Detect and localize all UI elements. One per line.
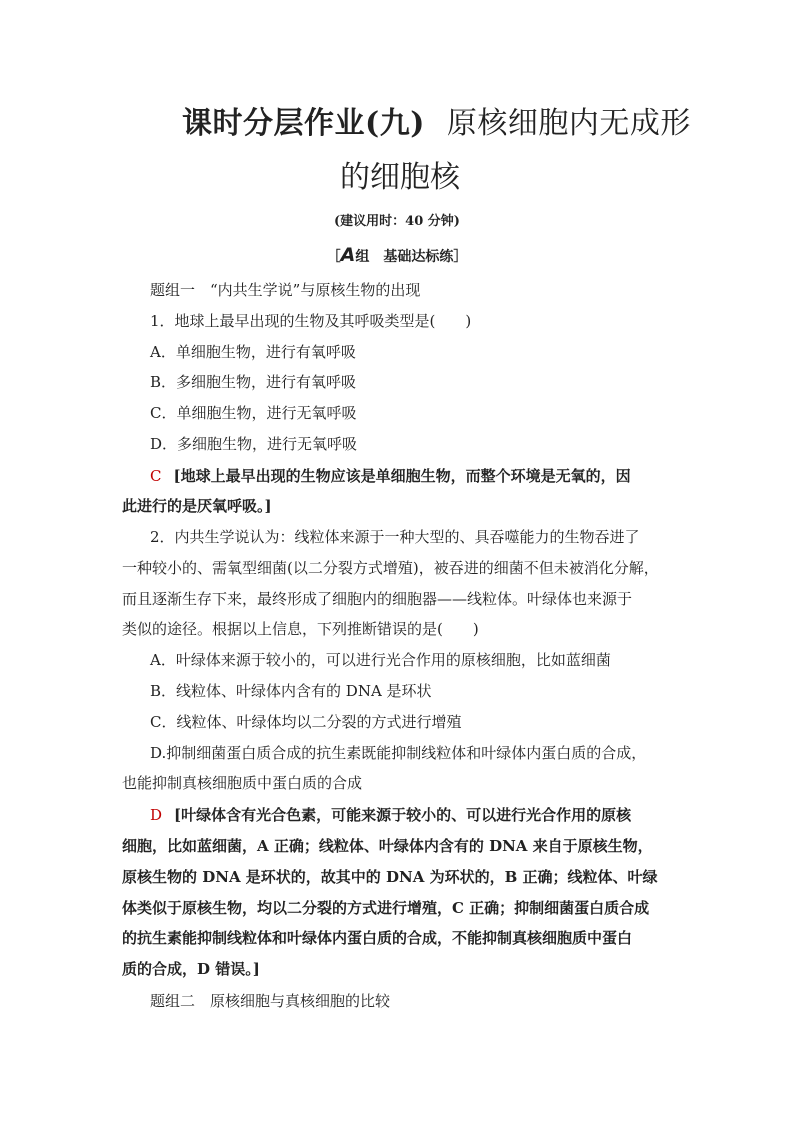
q2-stem-line: 类似的途径。根据以上信息，下列推断错误的是( ) <box>122 620 479 638</box>
q1-explanation-line: 此进行的是厌氧呼吸。] <box>122 497 272 515</box>
group-letter: A <box>340 244 356 266</box>
page-title-line2: 的细胞核 <box>340 160 460 195</box>
q1-option-a: A．单细胞生物，进行有氧呼吸 <box>150 343 356 361</box>
title-part1: 课时分层作业(九) <box>182 106 425 141</box>
q2-explanation-line: 原核生物的 DNA 是环状的，故其中的 DNA 为环状的，B 正确；线粒体、叶绿 <box>122 868 658 886</box>
q1-option-d: D．多细胞生物，进行无氧呼吸 <box>150 435 358 453</box>
group-title: 组 基础达标练 <box>355 249 454 265</box>
q2-stem-line: 而且逐渐生存下来，最终形成了细胞内的细胞器——线粒体。叶绿体也来源于 <box>122 590 633 608</box>
q1-stem: 1．地球上最早出现的生物及其呼吸类型是( ) <box>150 312 472 330</box>
q2-explanation-line: [叶绿体含有光合色素，可能来源于较小的、可以进行光合作用的原核 <box>174 806 632 824</box>
group-header: ［A组 基础达标练］ <box>326 244 468 266</box>
q2-answer-letter: D <box>150 806 163 824</box>
q2-answer <box>150 805 631 825</box>
q2-stem-line: 一种较小的、需氧型细菌(以二分裂方式增殖)，被吞进的细菌不但未被消化分解， <box>122 559 659 577</box>
q2-option-b: B．线粒体、叶绿体内含有的 DNA 是环状 <box>150 682 432 700</box>
q2-stem-line: 2．内共生学说认为：线粒体来源于一种大型的、具吞噬能力的生物吞进了 <box>150 528 640 546</box>
q1-option-c: C．单细胞生物，进行无氧呼吸 <box>150 404 357 422</box>
q2-option-d: D.抑制细菌蛋白质合成的抗生素既能抑制线粒体和叶绿体内蛋白质的合成， <box>150 744 647 762</box>
q1-option-b: B．多细胞生物，进行有氧呼吸 <box>150 373 357 391</box>
q2-option-a: A．叶绿体来源于较小的，可以进行光合作用的原核细胞，比如蓝细菌 <box>150 651 611 669</box>
q1-answer-letter: C <box>150 467 162 485</box>
q2-option-c: C．线粒体、叶绿体均以二分裂的方式进行增殖 <box>150 713 462 731</box>
q2-option-d-cont: 也能抑制真核细胞质中蛋白质的合成 <box>122 774 363 792</box>
q1-answer <box>150 466 631 486</box>
q1-explanation-line: [地球上最早出现的生物应该是单细胞生物，而整个环境是无氧的，因 <box>173 467 631 485</box>
q2-explanation-line: 体类似于原核生物，均以二分裂的方式进行增殖，C 正确；抑制细菌蛋白质合成 <box>122 899 650 917</box>
suggested-time: (建议用时：40 分钟) <box>334 214 460 229</box>
q2-explanation-line: 细胞，比如蓝细菌，A 正确；线粒体、叶绿体内含有的 DNA 来自于原核生物， <box>122 837 653 855</box>
q2-explanation-line: 质的合成，D 错误。] <box>122 960 260 978</box>
q2-explanation-line: 的抗生素能抑制线粒体和叶绿体内蛋白质的合成，不能抑制真核细胞质中蛋白 <box>122 929 633 947</box>
title-part2: 原核细胞内无成形 <box>446 106 691 141</box>
page-title <box>182 98 691 142</box>
section-heading-2: 题组二 原核细胞与真核细胞的比较 <box>150 992 391 1010</box>
section-heading-1: 题组一 “内共生学说”与原核生物的出现 <box>150 281 421 299</box>
